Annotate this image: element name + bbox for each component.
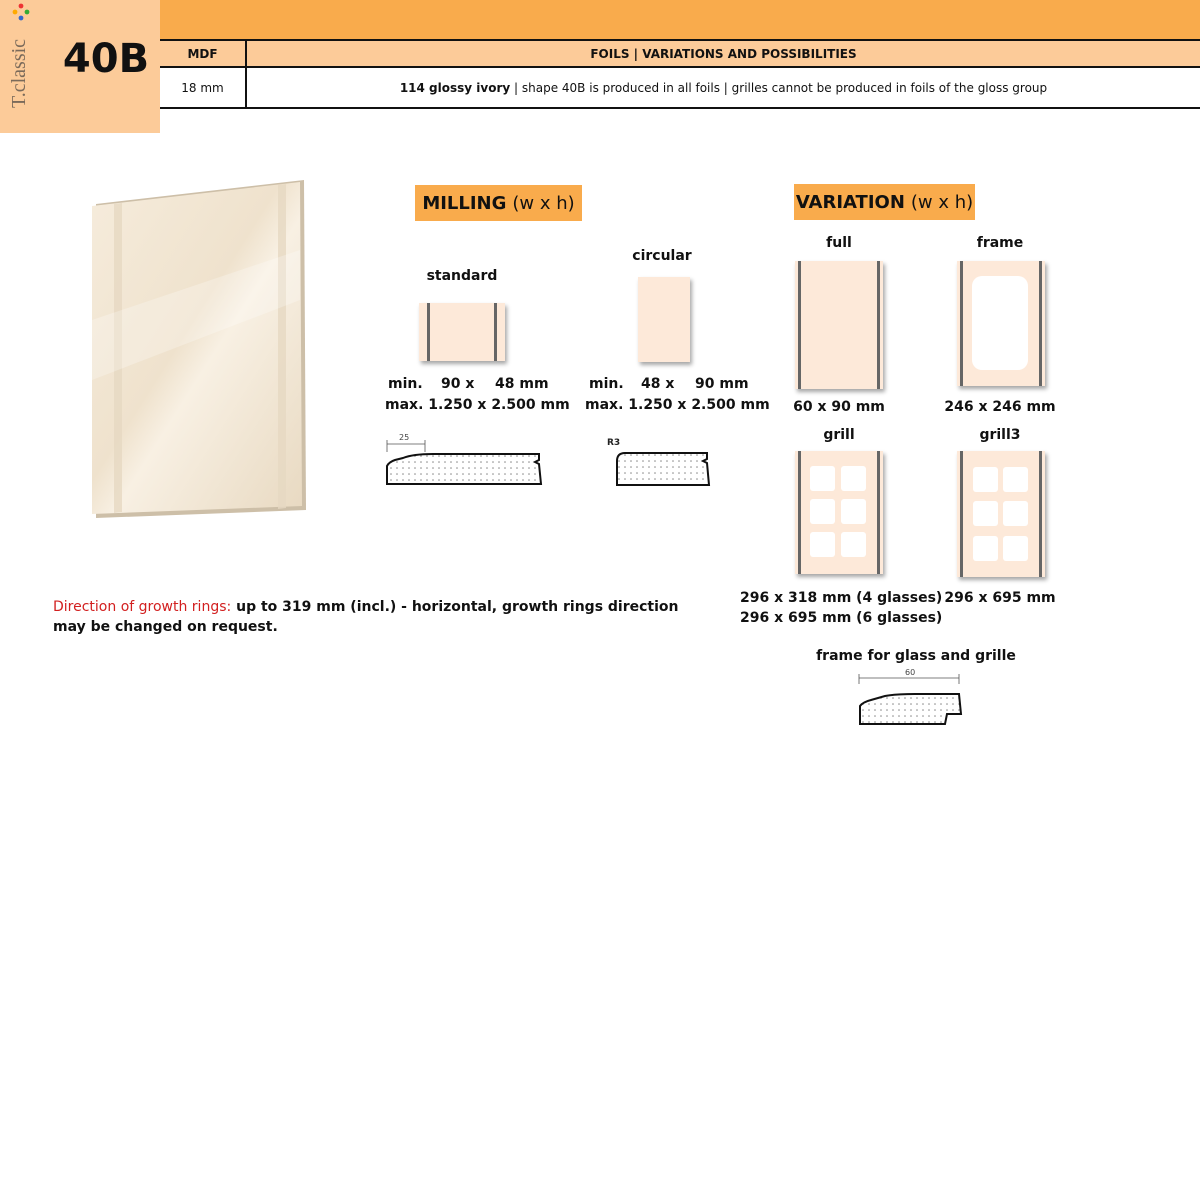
milling-title: MILLING [422, 192, 507, 214]
brand-flower-icon [9, 0, 33, 24]
grill-glass [841, 532, 866, 557]
variation-grill3-label: grill3 [979, 427, 1021, 443]
standard-min-height: 48 mm [495, 376, 549, 392]
full-groove-right [877, 261, 880, 389]
variation-header [794, 184, 975, 220]
standard-label: standard [426, 268, 498, 284]
variation-grill3-panel [957, 451, 1045, 577]
grill3-glass [1003, 536, 1028, 561]
thickness-value: 18 mm [181, 80, 224, 95]
circular-profile-drawing [605, 435, 713, 489]
frame-profile-drawing [855, 666, 967, 728]
foil-description [247, 68, 1200, 107]
circular-min-height: 90 mm [695, 376, 749, 392]
grill3-groove-right [1039, 451, 1042, 577]
brand-name: T.classic [8, 38, 30, 108]
door-front-image [92, 180, 308, 520]
frame-groove-right [1039, 261, 1042, 386]
grill3-glass [973, 501, 998, 526]
frame-profile-label: frame for glass and grille [816, 648, 1016, 664]
growth-rings-lead: Direction of growth rings: [53, 599, 232, 615]
standard-min-label: min. [388, 376, 423, 392]
frame-profile-dim: 60 [905, 668, 916, 677]
grill-glass [810, 532, 835, 557]
standard-profile-dim: 25 [399, 433, 410, 442]
standard-profile-drawing [383, 430, 545, 488]
circular-max: max. 1.250 x 2.500 mm [585, 397, 770, 413]
variation-frame-size: 246 x 246 mm [944, 399, 1056, 415]
variation-title: VARIATION [795, 191, 905, 213]
variation-grill-size-2: 296 x 695 mm (6 glasses) [740, 610, 943, 626]
circular-min-width: 48 x [641, 376, 675, 392]
grill3-glass [973, 467, 998, 492]
milling-unit: (w x h) [512, 192, 575, 214]
grill-groove-right [877, 451, 880, 574]
grill3-groove-left [960, 451, 963, 577]
foil-note: | shape 40B is produced in all foils | grilles cannot be produced in foils of the gloss group [510, 80, 1048, 95]
code-tile [0, 0, 160, 133]
variation-full-panel [795, 261, 883, 389]
variation-frame-label: frame [976, 235, 1024, 251]
standard-panel [419, 303, 505, 361]
circular-profile-dim: R3 [607, 438, 621, 448]
growth-rings-text: up to 319 mm (incl.) - horizontal, growth rings direction may be changed on request. [53, 599, 684, 635]
variation-grill-panel [795, 451, 883, 574]
header-band [160, 0, 1200, 41]
grill-glass [841, 499, 866, 524]
grill-glass [810, 499, 835, 524]
variation-grill-label: grill [823, 427, 855, 443]
milling-header [415, 185, 582, 221]
standard-max: max. 1.250 x 2.500 mm [385, 397, 570, 413]
variation-full-label: full [826, 235, 852, 251]
header-divider [245, 41, 247, 109]
grill3-glass [1003, 501, 1028, 526]
variation-unit: (w x h) [910, 191, 974, 213]
grill3-glass [973, 536, 998, 561]
header-row-values [160, 68, 1200, 109]
variation-full-size: 60 x 90 mm [793, 399, 885, 415]
grill-groove-left [798, 451, 801, 574]
header-row-titles [160, 41, 1200, 68]
foil-name: 114 glossy ivory [399, 80, 511, 95]
circular-min-label: min. [589, 376, 624, 392]
circular-panel [638, 277, 690, 362]
frame-glass-opening [972, 276, 1028, 370]
full-groove-left [798, 261, 801, 389]
variation-frame-panel [957, 261, 1045, 386]
standard-groove-right [494, 303, 497, 361]
variation-grill-size: 296 x 318 mm (4 glasses) [740, 590, 943, 606]
standard-groove-left [427, 303, 430, 361]
grill3-glass [1003, 467, 1028, 492]
circular-label: circular [632, 248, 692, 264]
foils-title: FOILS | VARIATIONS AND POSSIBILITIES [590, 46, 857, 61]
brand-logo [0, 0, 40, 108]
variation-grill3-size: 296 x 695 mm [944, 590, 1056, 606]
grill-glass [841, 466, 866, 491]
growth-rings-note [53, 597, 703, 637]
standard-min-width: 90 x [441, 376, 475, 392]
material-label: MDF [187, 46, 218, 61]
product-code: 40B [62, 36, 150, 82]
grill-glass [810, 466, 835, 491]
frame-groove-left [960, 261, 963, 386]
